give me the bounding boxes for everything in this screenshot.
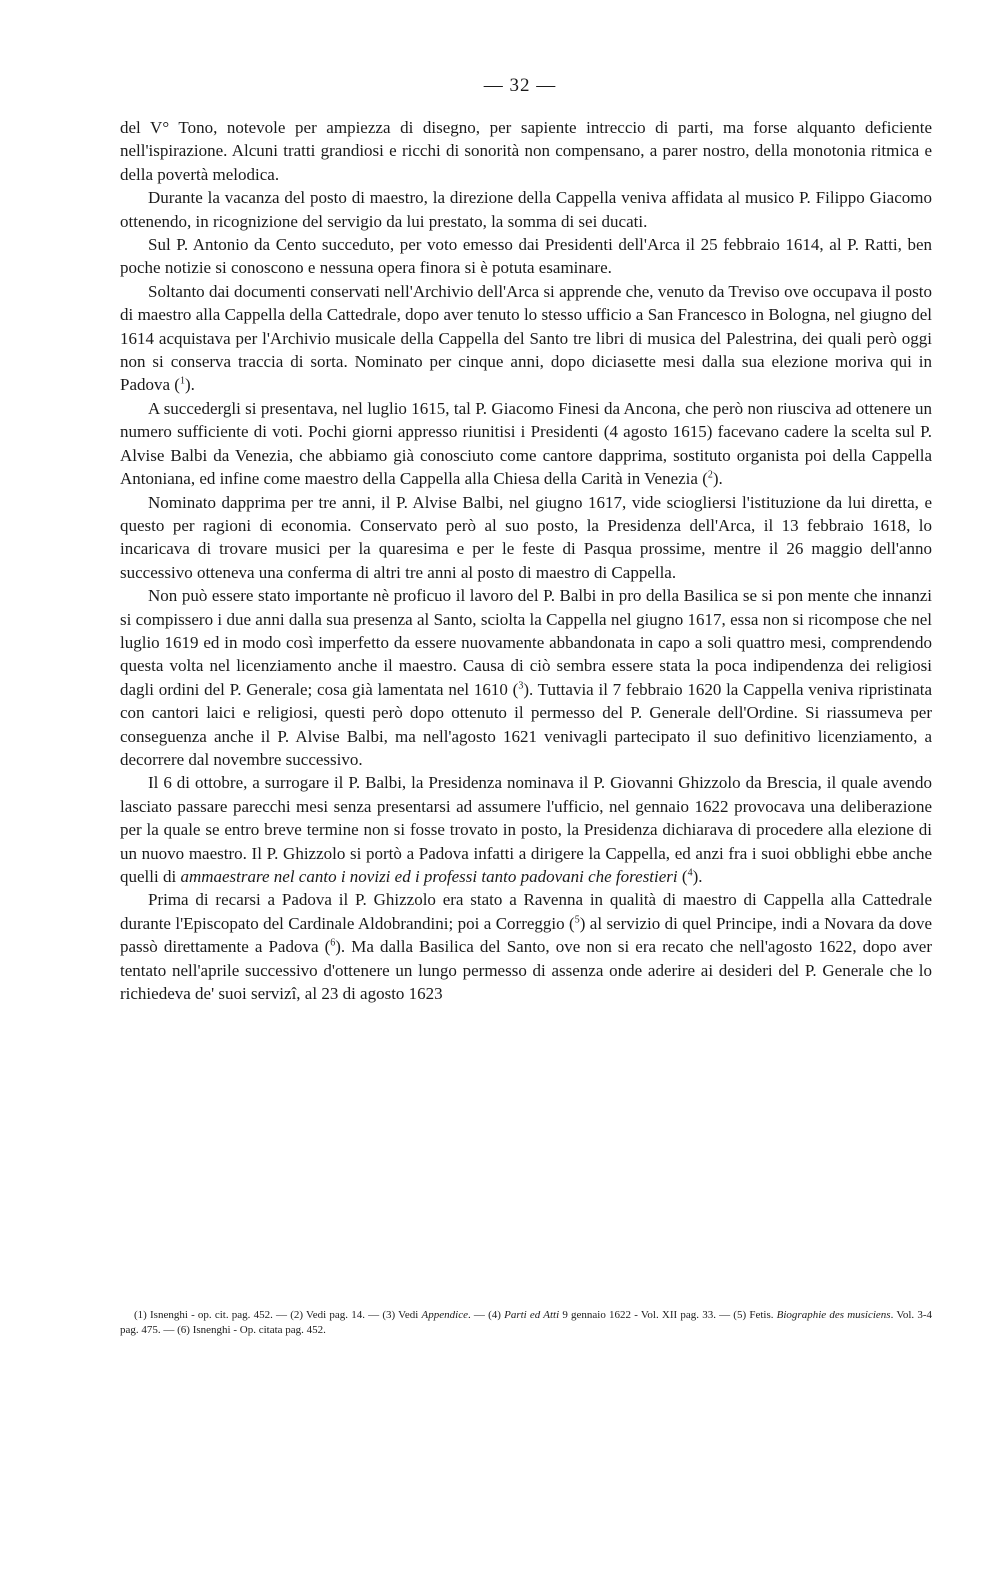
paragraph-4 (120, 280, 932, 397)
paragraph-8 (120, 771, 932, 888)
footnote-italic: Appendice (421, 1309, 468, 1321)
paragraph-text: A succedergli si presentava, nel luglio 1615, tal P. Giacomo Finesi da Ancona, che però non riusciva ad ottenere un numero sufficiente di voti. Pochi giorni appresso riunitisi i Presidenti (4 agosto 1615) facevano cadere la scelta sul P. Alvise Balbi da Venezia, che abbiamo già conosciuto come cantore dapprima, sostituto organista poi della Cappella Antoniana, ed infine come maestro della Cappella alla Chiesa della Carità in Venezia ( (120, 398, 932, 489)
paragraph-3 (120, 233, 932, 280)
page-number: — 32 — (483, 75, 557, 96)
paragraph-text: ). (692, 867, 703, 886)
paragraph-text: Soltanto dai documenti conservati nell'Archivio dell'Arca si apprende che, venuto da Treviso ove occupava il posto di maestro alla Cappella della Cattedrale, dopo aver tenuto lo stesso ufficio a San Francesco in Bologna, nel giugno del 1614 acquistava per l'Archivio musicale della Cappella del Santo tre libri di musica del Palestrina, dei quali però oggi non si conserva traccia di sorta. Nominato per cinque anni, dopo diciasette mesi dalla sua elezione moriva qui in Padova ( (120, 281, 932, 395)
body-text (120, 116, 932, 1005)
paragraph-5 (120, 397, 932, 491)
paragraph-text: Prima di recarsi a Padova il P. Ghizzolo era stato a Ravenna in qualità di maestro di Cappella alla Cattedrale durante l'Episcopato del Cardinale Aldobrandini; poi a Correggio ( (120, 890, 932, 933)
paragraph-text: Durante la vacanza del posto di maestro, la direzione della Cappella veniva affidata al musico P. Filippo Giacomo ottenendo, in ricognizione del servigio da lui prestato, la somma di sei ducati. (120, 188, 932, 231)
paragraph-text: Sul P. Antonio da Cento succeduto, per voto emesso dai Presidenti dell'Arca il 25 febbraio 1614, al P. Ratti, ben poche notizie si conoscono e nessuna opera finora si è potuta esaminare. (120, 235, 932, 278)
paragraph-text: ) al servizio di quel Principe, indi a Novara da dove passò direttamente a Padova ( (120, 913, 933, 957)
footnote-italic: Biographie des musiciens (776, 1309, 891, 1321)
footnotes (120, 1308, 932, 1338)
footnote-ref: 3 (518, 680, 524, 692)
paragraph-text: Nominato dapprima per tre anni, il P. Alvise Balbi, nel giugno 1617, vide sciogliersi l'istituzione da lui diretta, e questo per ragioni di economia. Conservato però al suo posto, la Presidenza dell'Arca, il 13 febbraio 1618, lo incaricava di trovare musici per la quaresima e per le feste di Pasqua prossime, mentre il 26 maggio dell'anno successivo otteneva una conferma di altri tre anni al posto di maestro di Cappella. (120, 492, 932, 582)
paragraph-7 (120, 584, 932, 771)
paragraph-text: ). Tuttavia il 7 febbraio 1620 la Cappella veniva ripristinata con cantori laici e religiosi, questi però dopo ottenuto il permesso del P. Generale dell'Ordine. Si riassumeva per conseguenza anche il P. Alvise Balbi, ma nell'agosto 1621 venivagli partecipato il suo definitivo licenziamento, a decorrere dal novembre successivo. (120, 679, 933, 769)
paragraph-text: ( (677, 867, 688, 886)
footnote-text: 9 gennaio 1622 - Vol. XII pag. 33. — (5) Fetis. (559, 1309, 777, 1321)
footnote-text: . — (4) (467, 1309, 505, 1321)
footnote-block (120, 1308, 932, 1338)
footnote-text: . Vol. 3-4 pag. 475. — (6) Isnenghi - Op. citata pag. 452. (120, 1309, 932, 1336)
paragraph-text: del V° Tono, notevole per ampiezza di disegno, per sapiente intreccio di parti, ma forse alquanto deficiente nell'ispirazione. Alcuni tratti grandiosi e ricchi di sonorità non compensano, a parer nostro, della monotonia ritmica e della povertà melodica. (120, 118, 932, 184)
paragraph-1 (120, 116, 932, 186)
paragraph-9 (120, 888, 932, 1005)
footnote-ref: 1 (179, 375, 185, 387)
paragraph-text: Il 6 di ottobre, a surrogare il P. Balbi, la Presidenza nominava il P. Giovanni Ghizzolo da Brescia, il quale avendo lasciato passare parecchi mesi senza presentarsi ad assumere l'ufficio, nel gennaio 1622 provocava una deliberazione per la quale se entro breve termine non si fosse trovato in posto, la Presidenza dichiarava di procedere alla elezione di un nuovo maestro. Il P. Ghizzolo si portò a Padova infatti a dirigere la Cappella, ed anzi fra i suoi obblighi ebbe anche quelli di (120, 773, 932, 886)
paragraph-text: Non può essere stato importante nè proficuo il lavoro del P. Balbi in pro della Basilica se si pon mente che innanzi si compissero i due anni dalla sua presenza al Santo, sciolta la Cappella nel giugno 1617, essa non si ricompose che nel luglio 1619 ed in modo così imperfetto da essere nuovamente abbandonata in capo a soli quattro mesi, comprendendo questa volta nel licenziamento anche il maestro. Causa di ciò sembra essere stata la poca indipendenza dei religiosi dagli ordini del P. Generale; cosa già lamentata nel 1610 ( (120, 586, 932, 699)
paragraph-text: ). (184, 375, 195, 395)
paragraph-text: ). Ma dalla Basilica del Santo, ove non si era recato che nell'agosto 1622, dopo aver tentato nell'aprile successivo d'ottenere un lungo permesso di assenza onde aderire ai desideri del P. Generale che lo richiedeva de' suoi servizî, al 23 di agosto 1623 (120, 937, 932, 1004)
paragraph-6 (120, 491, 932, 585)
italic-quote: ammaestrare nel canto i novizi ed i professi tanto padovani che forestieri (180, 867, 678, 886)
footnote-text: (1) Isnenghi - op. cit. pag. 452. — (2) Vedi pag. 14. — (3) Vedi (134, 1309, 422, 1321)
paragraph-text: ). (712, 469, 723, 489)
footnote-ref: 6 (330, 937, 336, 949)
footnote-ref: 2 (707, 469, 713, 481)
footnote-ref: 4 (687, 867, 693, 879)
paragraph-2 (120, 186, 932, 233)
footnote-italic: Parti ed Atti (504, 1309, 560, 1321)
footnote-ref: 5 (574, 914, 580, 926)
